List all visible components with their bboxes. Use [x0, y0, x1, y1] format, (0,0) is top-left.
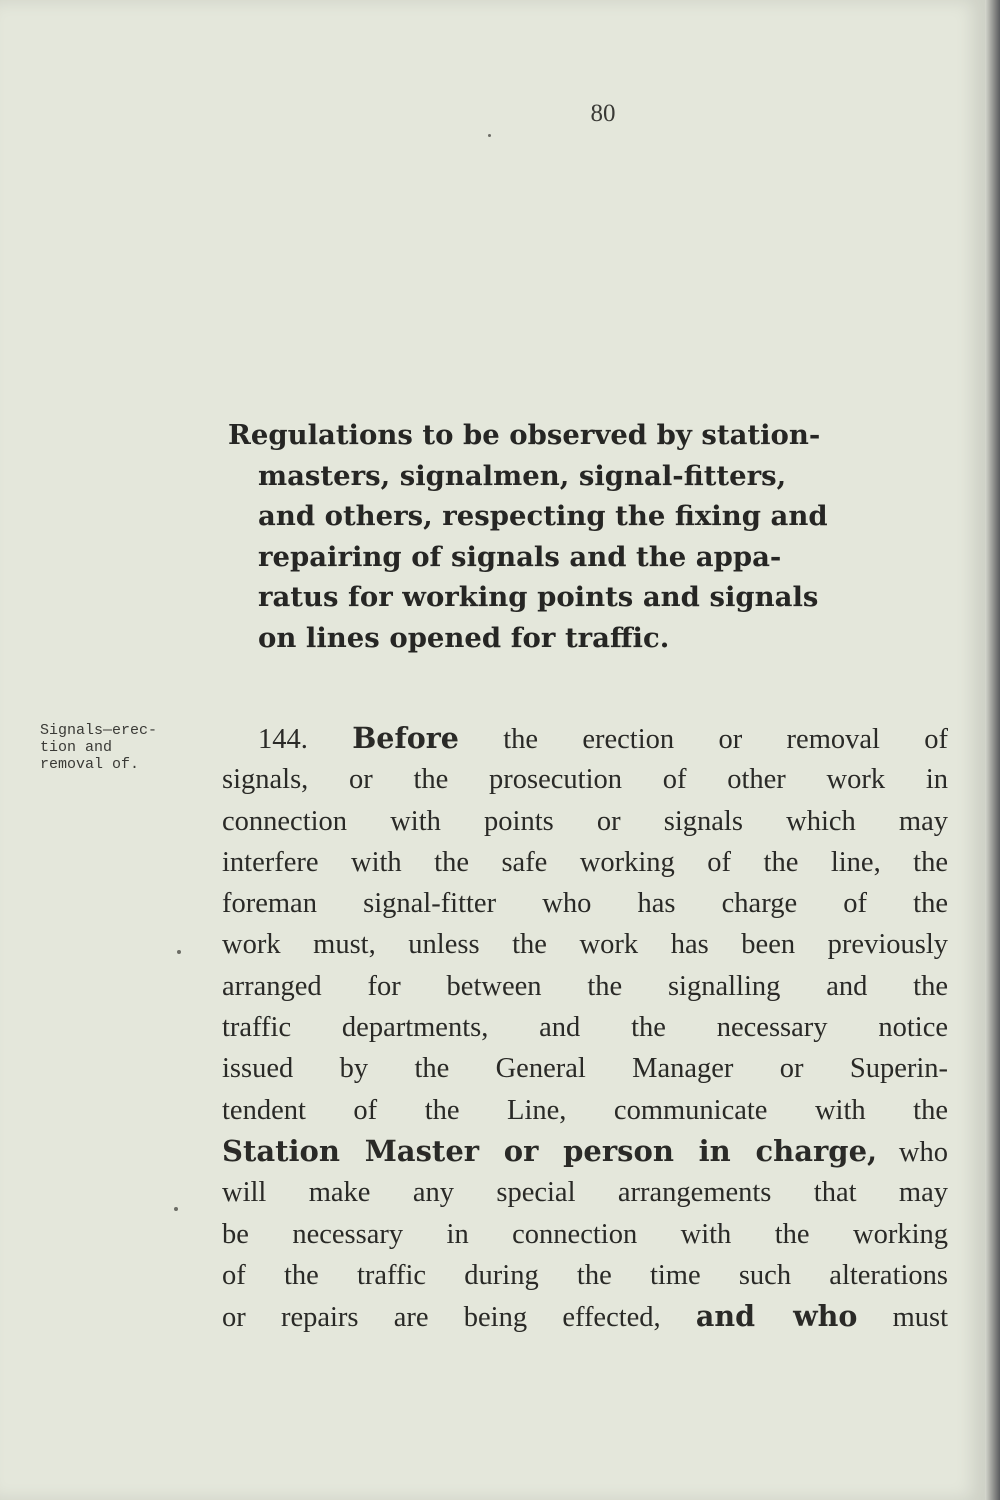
paragraph-line: [222, 1296, 948, 1337]
margin-note: [40, 722, 210, 773]
book-gutter: [985, 0, 1000, 1500]
paragraph-line: foreman signal-fitter who has charge of the: [222, 888, 948, 920]
heading-line: masters, signalmen, signal-fitters,: [258, 459, 787, 492]
margin-note-line: tion and: [40, 739, 113, 756]
section-heading: [228, 415, 948, 658]
line-text: must: [892, 1302, 949, 1334]
paragraph-line: tendent of the Line, communicate with the: [222, 1094, 948, 1126]
rule-number: 144.: [258, 724, 308, 755]
margin-note-line: removal of.: [40, 756, 140, 773]
line-text: who: [898, 1136, 949, 1168]
paragraph-line: be necessary in connection with the working: [222, 1218, 948, 1250]
paragraph-line: signals, or the prosecution of other work in: [222, 764, 948, 796]
paper-speck: [177, 950, 181, 954]
margin-note-line: Signals—erec-: [40, 722, 158, 739]
heading-line: on lines opened for traffic.: [258, 621, 670, 654]
line-text: or repairs are being effected,: [222, 1302, 661, 1334]
paragraph-line: interfere with the safe working of the line, the: [222, 846, 948, 878]
page-number: 80: [590, 100, 616, 127]
bold-phrase: and who: [695, 1299, 858, 1334]
paragraph-line: of the traffic during the time such alterations: [222, 1259, 948, 1291]
heading-line: and others, respecting the fixing and: [258, 500, 828, 532]
paper-speck: [488, 134, 491, 137]
paragraph-line: [222, 1131, 948, 1172]
heading-line: repairing of signals and the appa-: [258, 540, 782, 573]
paragraph-line: traffic departments, and the necessary notice: [222, 1012, 948, 1044]
heading-line: ratus for working points and signals: [258, 581, 819, 613]
bold-lead-word: Before: [352, 721, 459, 755]
bold-phrase: Station Master or person in charge,: [222, 1133, 878, 1168]
paragraph-line: will make any special arrangements that may: [222, 1177, 948, 1209]
paragraph-line: connection with points or signals which may: [222, 805, 948, 837]
paper-speck: [174, 1207, 178, 1211]
paragraph-line: [222, 718, 948, 759]
line-text: the erection or removal of: [503, 724, 949, 755]
paragraph-line: arranged for between the signalling and the: [222, 970, 948, 1002]
paragraph-line: work must, unless the work has been previously: [222, 929, 948, 961]
heading-line: Regulations to be observed by station-: [228, 419, 821, 451]
rule-144-paragraph: [222, 718, 948, 1337]
paragraph-line: issued by the General Manager or Superin-: [222, 1053, 948, 1085]
